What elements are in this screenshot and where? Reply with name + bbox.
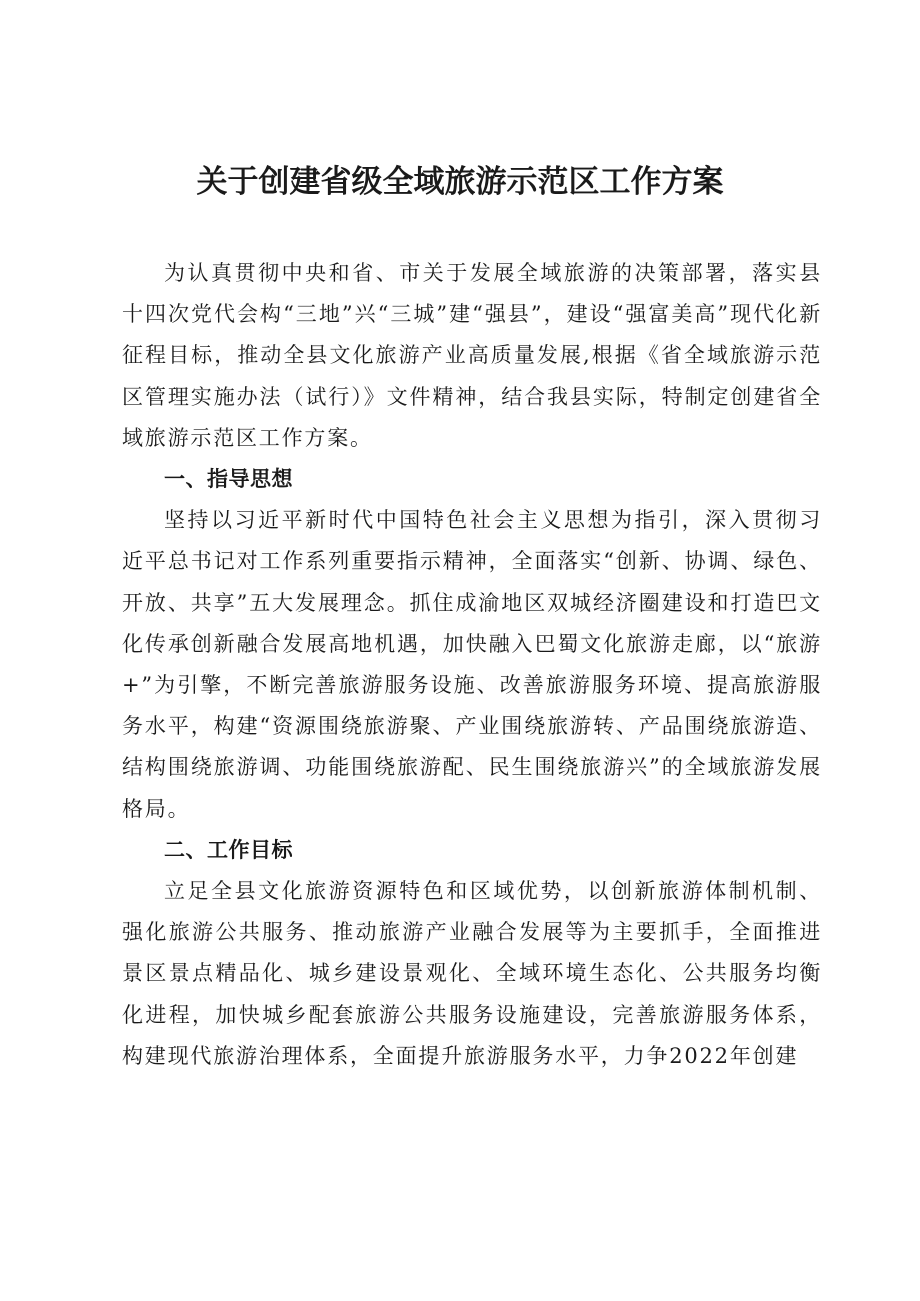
document-body [122, 253, 822, 1077]
document-title: 关于创建省级全域旅游示范区工作方案 [196, 164, 724, 200]
section-paragraph-work-goals: 立足全县文化旅游资源特色和区域优势，以创新旅游体制机制、强化旅游公共服务、推动旅游产业融合发展等为主要抓手，全面推进景区景点精品化、城乡建设景观化、全域环境生态化、公共服务均衡化进程，加快城乡配套旅游公共服务设施建设，完善旅游服务体系，构建现代旅游治理体系，全面提升旅游服务水平，力争2022年创建 [122, 879, 822, 1068]
section-paragraph-guiding-ideology: 坚持以习近平新时代中国特色社会主义思想为指引，深入贯彻习近平总书记对工作系列重要指示精神，全面落实“创新、协调、绿色、开放、共享”五大发展理念。抓住成渝地区双城经济圈建设和打造巴文化传承创新融合发展高地机遇，加快融入巴蜀文化旅游走廊，以“旅游+”为引擎，不断完善旅游服务设施、改善旅游服务环境、提高旅游服务水平，构建“资源围绕旅游聚、产业围绕旅游转、产品围绕旅游造、结构围绕旅游调、功能围绕旅游配、民生围绕旅游兴”的全域旅游发展格局。 [122, 508, 822, 821]
section-heading-guiding-ideology: 一、指导思想 [164, 467, 293, 492]
section-heading-work-goals: 二、工作目标 [164, 837, 293, 862]
intro-paragraph: 为认真贯彻中央和省、市关于发展全域旅游的决策部署，落实县十四次党代会构“三地”兴“三城”建“强县”，建设“强富美高”现代化新征程目标，推动全县文化旅游产业高质量发展,根据《省全域旅游示范区管理实施办法（试行）》文件精神，结合我县实际，特制定创建省全域旅游示范区工作方案。 [122, 261, 822, 450]
